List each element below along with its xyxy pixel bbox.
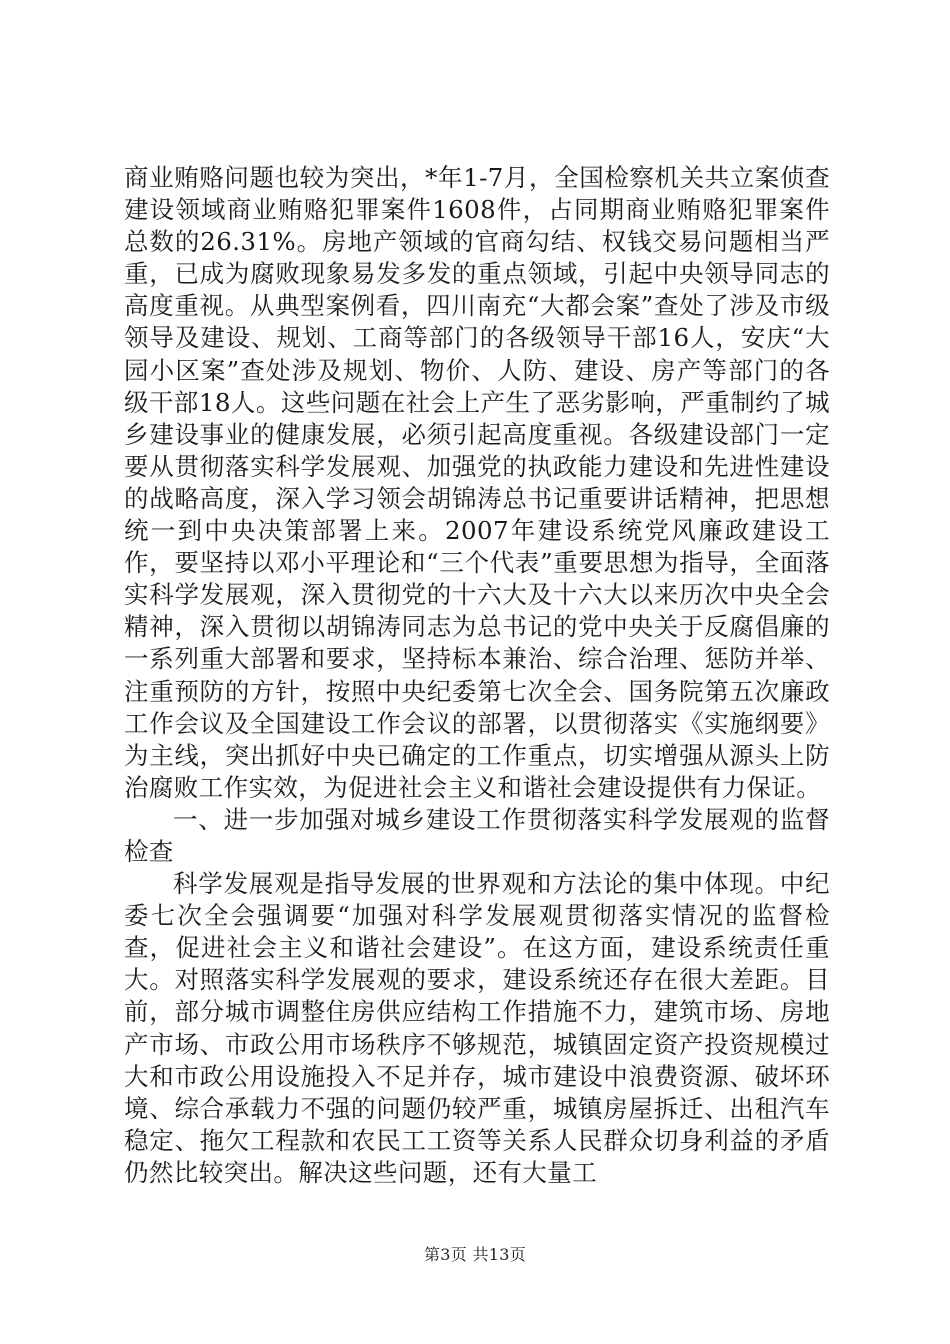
document-body xyxy=(124,162,830,1189)
body-paragraph: 商业贿赂问题也较为突出，*年1-7月，全国检察机关共立案侦查建设领域商业贿赂犯罪案件1608件，占同期商业贿赂犯罪案件总数的26.31%。房地产领域的官商勾结、权钱交易问题相当严重，已成为腐败现象易发多发的重点领域，引起中央领导同志的高度重视。从典型案例看，四川南充“大都会案”查处了涉及市级领导及建设、规划、工商等部门的各级领导干部16人，安庆“大园小区案”查处涉及规划、物价、人防、建设、房产等部门的各级干部18人。这些问题在社会上产生了恶劣影响，严重制约了城乡建设事业的健康发展，必须引起高度重视。各级建设部门一定要从贯彻落实科学发展观、加强党的执政能力建设和先进性建设的战略高度，深入学习领会胡锦涛总书记重要讲话精神，把思想统一到中央决策部署上来。2007年建设系统党风廉政建设工作，要坚持以邓小平理论和“三个代表”重要思想为指导，全面落实科学发展观，深入贯彻党的十六大及十六大以来历次中央全会精神，深入贯彻以胡锦涛同志为总书记的党中央关于反腐倡廉的一系列重大部署和要求，坚持标本兼治、综合治理、惩防并举、注重预防的方针，按照中央纪委第七次全会、国务院第五次廉政工作会议及全国建设工作会议的部署，以贯彻落实《实施纲要》为主线，突出抓好中央已确定的工作重点，切实增强从源头上防治腐败工作实效，为促进社会主义和谐社会建设提供有力保证。 xyxy=(124,163,830,802)
section-heading: 一、进一步加强对城乡建设工作贯彻落实科学发展观的监督检查 xyxy=(124,804,830,866)
page-number-footer: 第3页 共13页 xyxy=(423,1245,527,1264)
body-paragraph: 科学发展观是指导发展的世界观和方法论的集中体现。中纪委七次全会强调要“加强对科学发展观贯彻落实情况的监督检查，促进社会主义和谐社会建设”。在这方面，建设系统责任重大。对照落实科学发展观的要求，建设系统还存在很大差距。目前，部分城市调整住房供应结构工作措施不力，建筑市场、房地产市场、市政公用市场秩序不够规范，城镇固定资产投资规模过大和市政公用设施投入不足并存，城市建设中浪费资源、破坏环境、综合承载力不强的问题仍较严重，城镇房屋拆迁、出租汽车稳定、拖欠工程款和农民工工资等关系人民群众切身利益的矛盾仍然比较突出。解决这些问题，还有大量工 xyxy=(124,869,830,1187)
